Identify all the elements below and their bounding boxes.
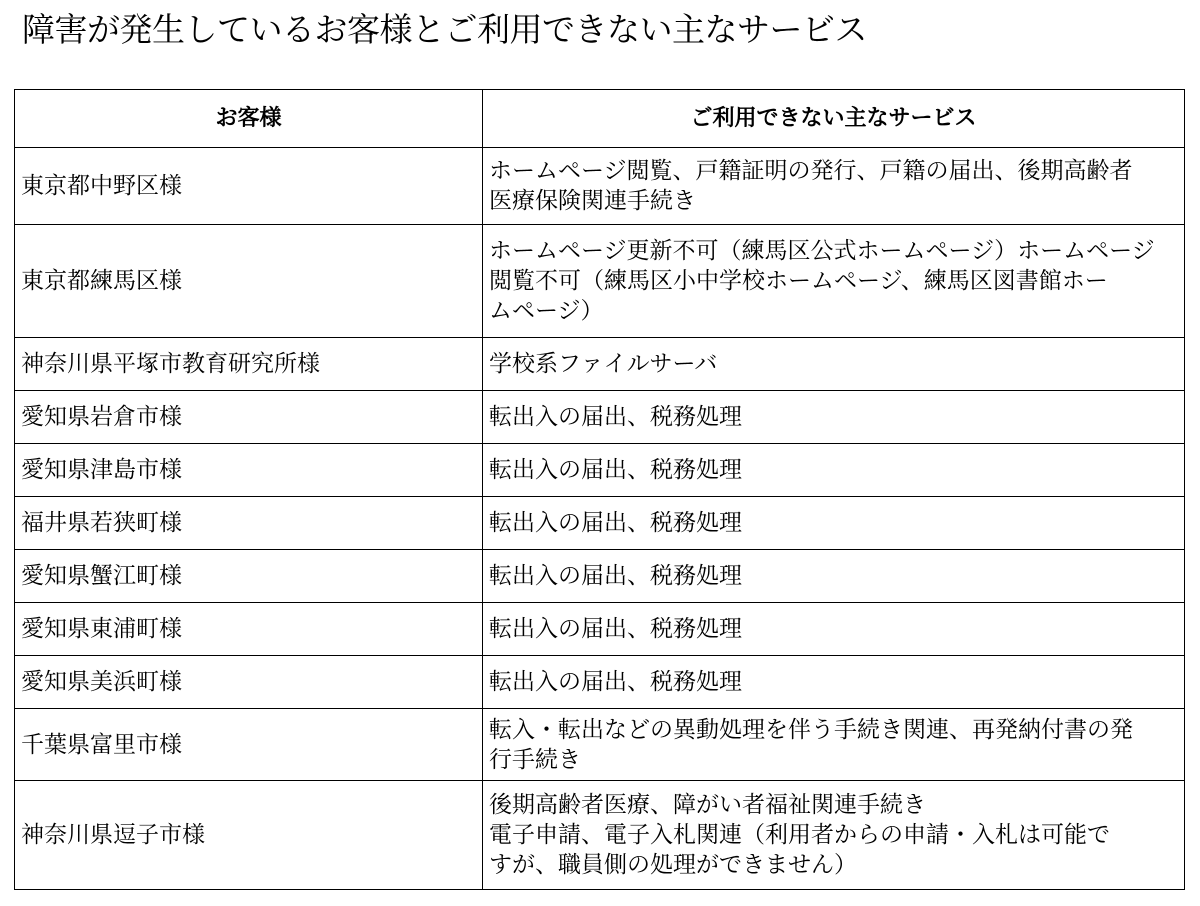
services-line: 転出入の届出、税務処理	[489, 404, 742, 430]
services-line: 転出入の届出、税務処理	[489, 510, 742, 536]
services-cell	[483, 391, 1185, 444]
services-cell	[483, 603, 1185, 656]
table-row	[15, 338, 1185, 391]
table-row	[15, 656, 1185, 709]
services-line: ホームページ更新不可（練馬区公式ホームページ）ホームページ	[489, 238, 1155, 264]
services-line: 行手続き	[489, 746, 581, 773]
services-cell	[483, 444, 1185, 497]
header-customer: お客様	[15, 90, 483, 148]
customer-cell: 愛知県津島市様	[15, 444, 483, 497]
services-line: 医療保険関連手続き	[489, 188, 696, 214]
services-cell	[483, 550, 1185, 603]
services-line: 閲覧不可（練馬区小中学校ホームページ、練馬区図書館ホー	[489, 268, 1108, 294]
table-row	[15, 497, 1185, 550]
customer-cell: 神奈川県平塚市教育研究所様	[15, 338, 483, 391]
services-line: ムページ）	[489, 298, 604, 324]
services-line: 転出入の届出、税務処理	[489, 563, 742, 589]
customer-cell: 愛知県美浜町様	[15, 656, 483, 709]
customer-cell: 福井県若狭町様	[15, 497, 483, 550]
outage-table	[14, 89, 1185, 890]
services-line: 転入・転出などの異動処理を伴う手続き関連、再発納付書の発	[489, 716, 1133, 743]
table-row	[15, 444, 1185, 497]
services-cell	[483, 497, 1185, 550]
page-title: 障害が発生しているお客様とご利用できない主なサービス	[22, 10, 867, 49]
services-line: 転出入の届出、税務処理	[489, 457, 742, 483]
services-cell	[483, 225, 1185, 338]
header-services: ご利用できない主なサービス	[483, 90, 1185, 148]
table-row	[15, 550, 1185, 603]
table-row	[15, 603, 1185, 656]
services-cell	[483, 709, 1185, 781]
services-cell	[483, 781, 1185, 890]
customer-cell: 東京都中野区様	[15, 148, 483, 225]
services-line: 学校系ファイルサーバ	[489, 351, 718, 377]
services-line: 転出入の届出、税務処理	[489, 669, 742, 695]
services-line: 転出入の届出、税務処理	[489, 616, 742, 642]
customer-cell: 愛知県蟹江町様	[15, 550, 483, 603]
services-line: 後期高齢者医療、障がい者福祉関連手続き	[489, 792, 926, 818]
customer-cell: 神奈川県逗子市様	[15, 781, 483, 890]
table-row	[15, 148, 1185, 225]
table-row	[15, 391, 1185, 444]
customer-cell: 愛知県岩倉市様	[15, 391, 483, 444]
table-row	[15, 709, 1185, 781]
customer-cell: 愛知県東浦町様	[15, 603, 483, 656]
table-row	[15, 781, 1185, 890]
customer-cell: 千葉県富里市様	[15, 709, 483, 781]
customer-cell: 東京都練馬区様	[15, 225, 483, 338]
services-line: すが、職員側の処理ができません）	[489, 852, 857, 878]
services-cell	[483, 338, 1185, 391]
services-line: ホームページ閲覧、戸籍証明の発行、戸籍の届出、後期高齢者	[489, 158, 1133, 184]
services-line: 電子申請、電子入札関連（利用者からの申請・入札は可能で	[489, 822, 1110, 848]
services-cell	[483, 656, 1185, 709]
table-row	[15, 225, 1185, 338]
services-cell	[483, 148, 1185, 225]
table-header-row	[15, 90, 1185, 148]
